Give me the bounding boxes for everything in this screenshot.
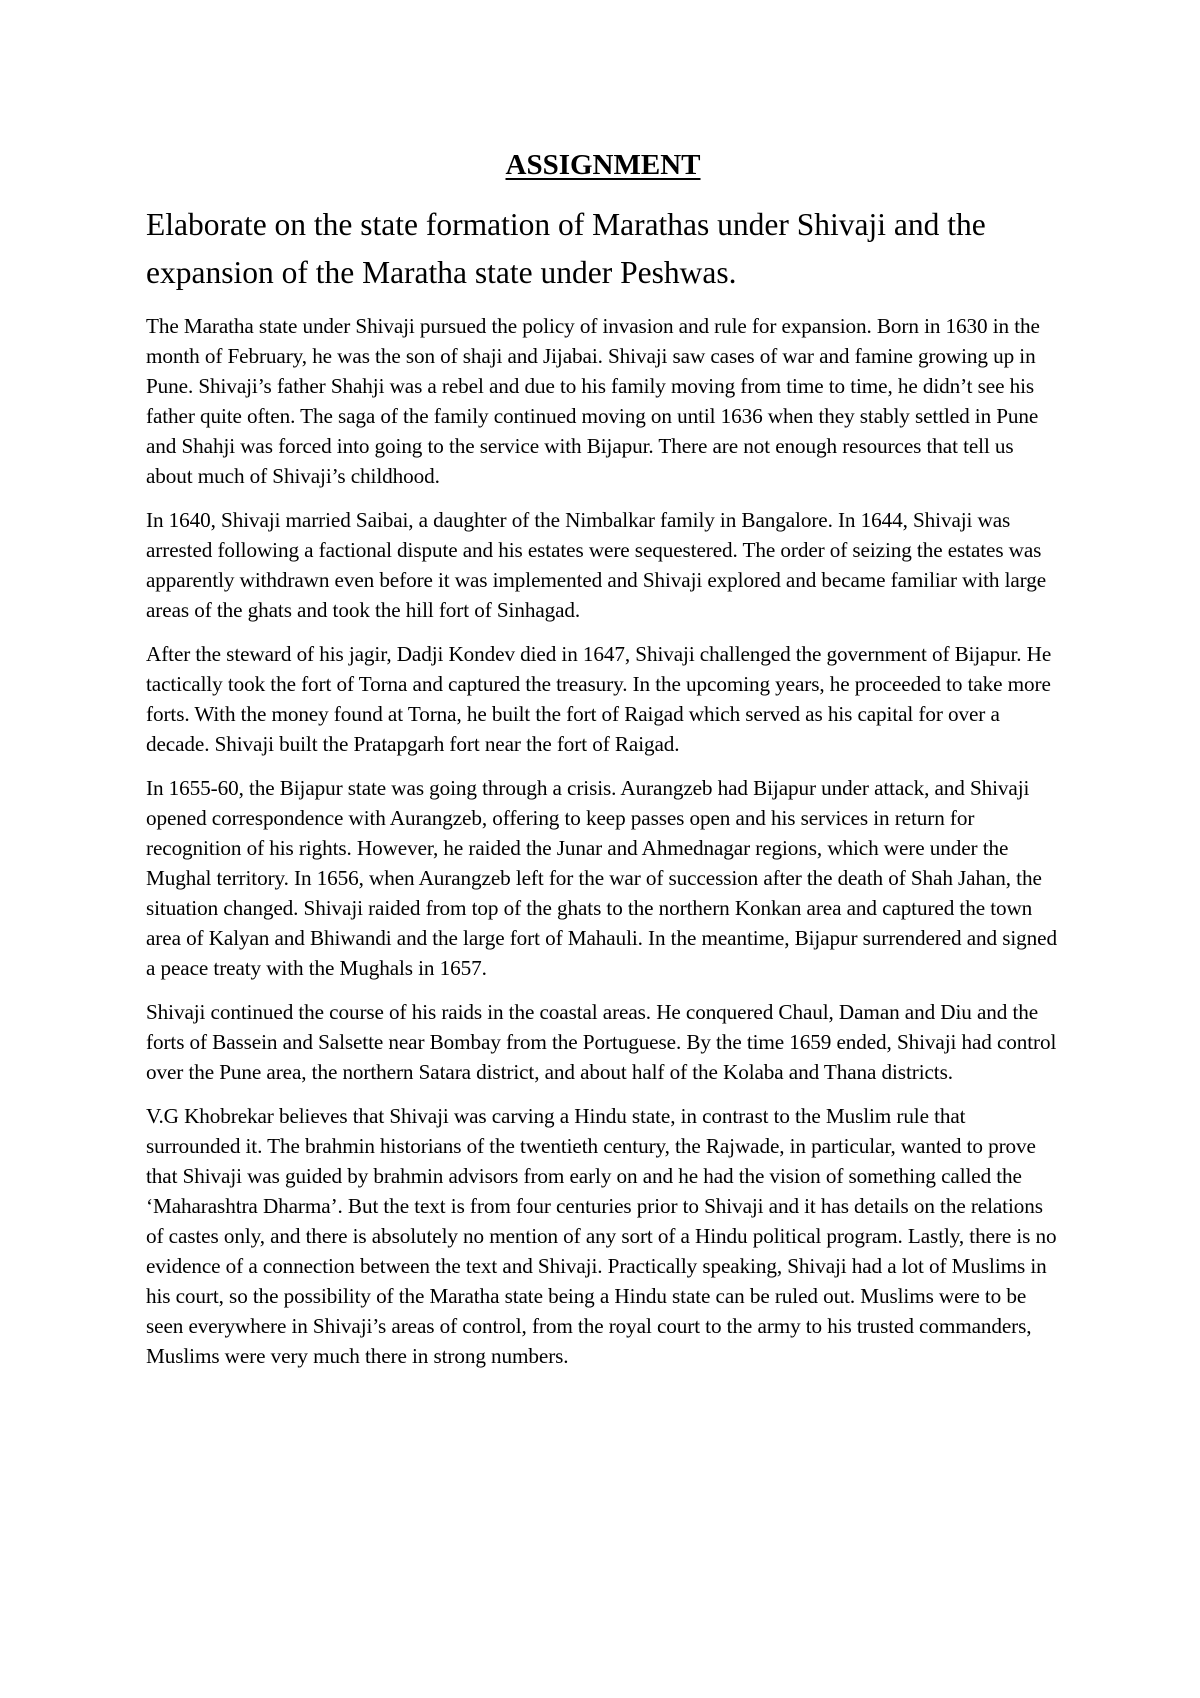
assignment-question: Elaborate on the state formation of Marathas under Shivaji and the expansion of the Maratha state under Peshwas. (146, 206, 986, 290)
paragraph-1: The Maratha state under Shivaji pursued the policy of invasion and rule for expansion. Born in 1630 in the month of February, he was the son of shaji and Jijabai. Shivaji saw cases of war and famine growing up in Pune. Shivaji’s father Shahji was a rebel and due to his family moving from time to time, he didn’t see his father quite often. The saga of the family continued moving on until 1636 when they stably settled in Pune and Shahji was forced into going to the service with Bijapur. There are not enough resources that tell us about much of Shivaji’s childhood. (146, 313, 1040, 488)
document-title: ASSIGNMENT (505, 149, 701, 181)
paragraph-2: In 1640, Shivaji married Saibai, a daughter of the Nimbalkar family in Bangalore. In 1644, Shivaji was arrested following a factional dispute and his estates were sequestered. The order of seizing the estates was apparently withdrawn even before it was implemented and Shivaji explored and became familiar with large areas of the ghats and took the hill fort of Sinhagad. (146, 507, 1047, 622)
paragraph-5: Shivaji continued the course of his raids in the coastal areas. He conquered Chaul, Daman and Diu and the forts of Bassein and Salsette near Bombay from the Portuguese. By the time 1659 ended, Shivaji had control over the Pune area, the northern Satara district, and about half of the Kolaba and Thana districts. (146, 999, 1057, 1084)
paragraph-6: V.G Khobrekar believes that Shivaji was carving a Hindu state, in contrast to the Muslim rule that surrounded it. The brahmin historians of the twentieth century, the Rajwade, in particular, wanted to prove that Shivaji was guided by brahmin advisors from early on and he had the vision of something called the ‘Maharashtra Dharma’. But the text is from four centuries prior to Shivaji and it has details on the relations of castes only, and there is absolutely no mention of any sort of a Hindu political program. Lastly, there is no evidence of a connection between the text and Shivaji. Practically speaking, Shivaji had a lot of Muslims in his court, so the possibility of the Maratha state being a Hindu state can be ruled out. Muslims were to be seen everywhere in Shivaji’s areas of control, from the royal court to the army to his trusted commanders, Muslims were very much there in strong numbers. (146, 1103, 1057, 1368)
paragraph-4: In 1655-60, the Bijapur state was going through a crisis. Aurangzeb had Bijapur under attack, and Shivaji opened correspondence with Aurangzeb, offering to keep passes open and his services in return for recognition of his rights. However, he raided the Junar and Ahmednagar regions, which were under the Mughal territory. In 1656, when Aurangzeb left for the war of succession after the death of Shah Jahan, the situation changed. Shivaji raided from top of the ghats to the northern Konkan area and captured the town area of Kalyan and Bhiwandi and the large fort of Mahauli. In the meantime, Bijapur surrendered and signed a peace treaty with the Mughals in 1657. (146, 775, 1057, 980)
paragraph-3: After the steward of his jagir, Dadji Kondev died in 1647, Shivaji challenged the government of Bijapur. He tactically took the fort of Torna and captured the treasury. In the upcoming years, he proceeded to take more forts. With the money found at Torna, he built the fort of Raigad which served as his capital for over a decade. Shivaji built the Pratapgarh fort near the fort of Raigad. (146, 641, 1052, 756)
